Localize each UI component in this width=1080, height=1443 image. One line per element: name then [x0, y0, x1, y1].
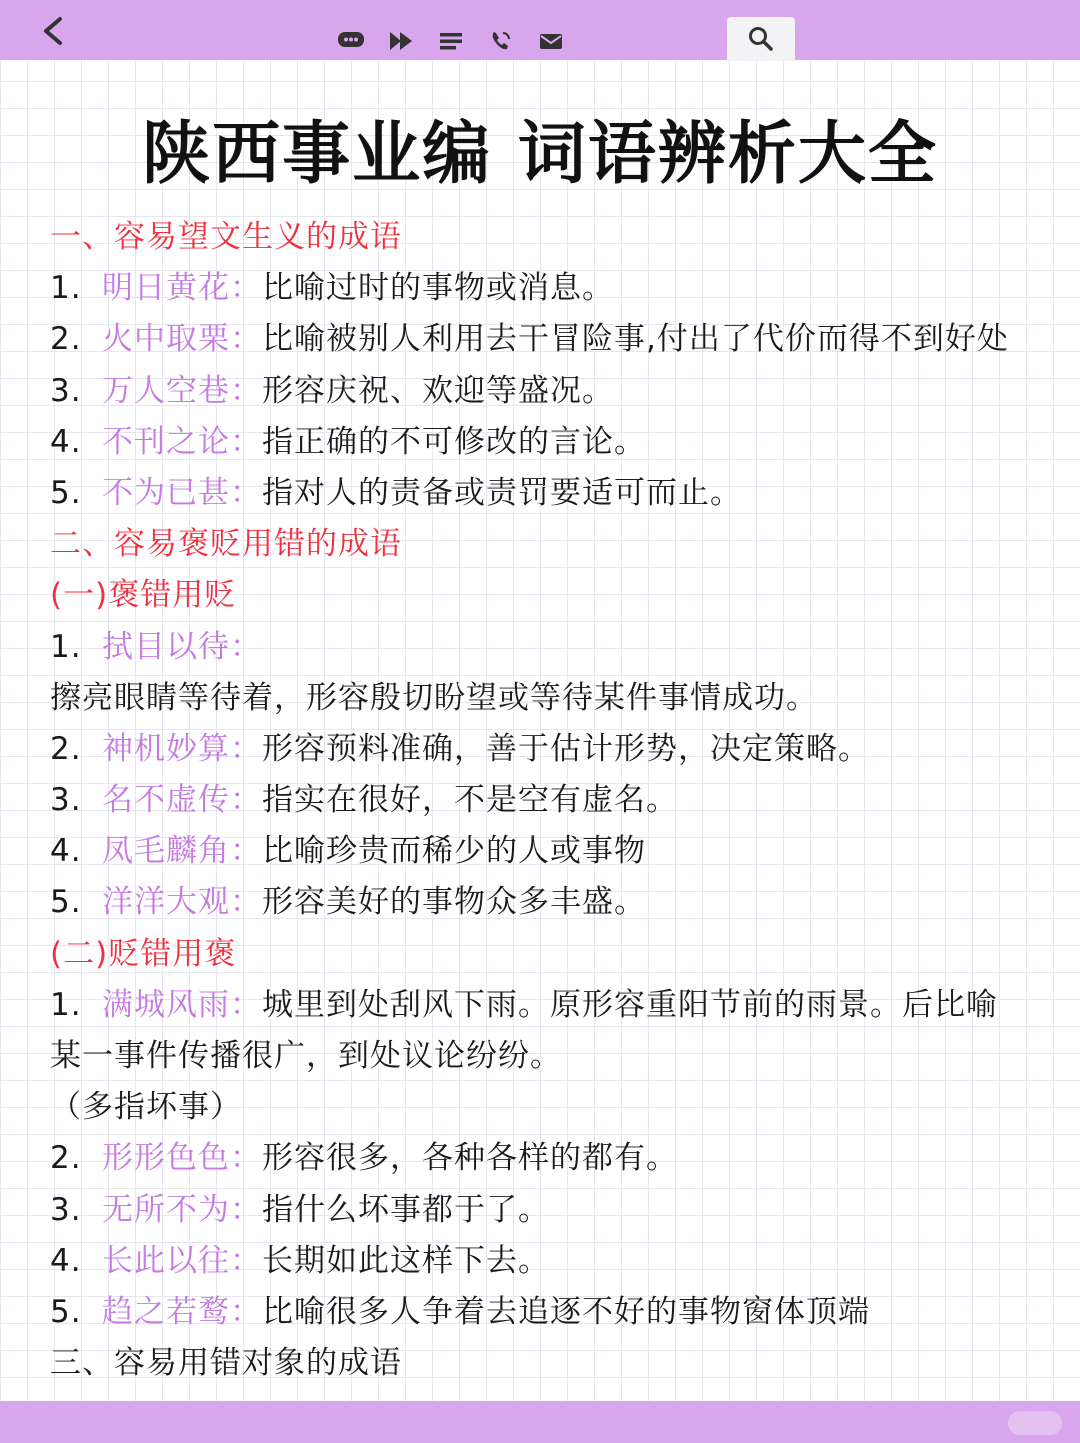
list-item: [50, 417, 1050, 468]
item-number: 4.: [50, 833, 82, 870]
list-item: [50, 1133, 1050, 1184]
phone-button[interactable]: [486, 27, 516, 55]
list-item: [50, 724, 1050, 775]
idiom-term: 洋洋大观：: [102, 884, 262, 921]
phone-icon: [489, 29, 513, 53]
list-item: [50, 263, 1050, 314]
idiom-term: 名不虚传：: [102, 782, 262, 819]
list-item: [50, 877, 1050, 928]
bottom-bar: [0, 1401, 1080, 1443]
item-number: 2.: [50, 730, 82, 767]
idiom-definition: 形容预料准确，善于估计形势，决定策略。: [262, 730, 870, 767]
item-number: 1.: [50, 986, 82, 1023]
chat-bubble-button[interactable]: [336, 27, 366, 55]
idiom-definition: 比喻过时的事物或消息。: [262, 270, 614, 307]
idiom-term: 明日黄花：: [102, 270, 262, 307]
section-heading: 一、容易望文生义的成语: [50, 219, 402, 255]
mail-icon: [538, 31, 564, 51]
search-icon: [747, 25, 775, 53]
content-body: [50, 212, 1050, 1389]
idiom-definition-note: （多指坏事）: [50, 1089, 242, 1126]
item-number: 5.: [50, 474, 82, 511]
top-toolbar: [0, 0, 1080, 60]
list-item: [50, 1287, 1050, 1338]
chat-bubble-icon: [337, 30, 365, 52]
idiom-definition: 形容庆祝、欢迎等盛况。: [262, 372, 614, 409]
list-button[interactable]: [436, 27, 466, 55]
section-heading: 三、容易用错对象的成语: [50, 1345, 402, 1382]
idiom-term: 拭目以待：: [102, 628, 262, 665]
idiom-term: 无所不为：: [102, 1191, 262, 1228]
search-button[interactable]: [727, 17, 795, 61]
idiom-definition: 长期如此这样下去。: [262, 1242, 550, 1279]
idiom-term: 神机妙算：: [102, 730, 262, 767]
list-item: [50, 826, 1050, 877]
mail-button[interactable]: [536, 27, 566, 55]
idiom-definition: 形容美好的事物众多丰盛。: [262, 884, 646, 921]
item-number: 4.: [50, 423, 82, 460]
item-number: 2.: [50, 1140, 82, 1177]
item-number: 1.: [50, 628, 82, 665]
idiom-term: 长此以往：: [102, 1242, 262, 1279]
item-number: 4.: [50, 1242, 82, 1279]
item-number: 1.: [50, 270, 82, 307]
idiom-term: 趋之若鹜：: [102, 1293, 262, 1330]
page-title: 陕西事业编 词语辨析大全: [142, 115, 938, 194]
list-item: [50, 314, 1050, 365]
idiom-term: 满城风雨：: [102, 986, 262, 1023]
idiom-definition: 城里到处刮风下雨。原形容重阳节前的雨景。后比喻: [262, 986, 998, 1023]
idiom-term: 万人空巷：: [102, 372, 262, 409]
item-number: 5.: [50, 1293, 82, 1330]
toolbar-icon-group: [336, 26, 566, 56]
list-item: [50, 366, 1050, 417]
subsection-heading: (一)褒错用贬: [50, 577, 237, 614]
back-arrow-icon: [40, 16, 66, 46]
section-heading: 二、容易褒贬用错的成语: [50, 526, 402, 563]
list-item: [50, 1185, 1050, 1236]
list-item: [50, 468, 1050, 519]
list-icon: [438, 30, 464, 52]
idiom-definition-continued: 某一事件传播很广，到处议论纷纷。: [50, 1038, 562, 1074]
item-number: 3.: [50, 1191, 82, 1228]
item-number: 2.: [50, 321, 82, 358]
forward-button[interactable]: [386, 27, 416, 55]
idiom-term: 凤毛麟角：: [102, 833, 262, 870]
idiom-definition: 比喻被别人利用去干冒险事,付出了代价而得不到好处: [262, 321, 1009, 358]
item-number: 3.: [50, 782, 82, 819]
list-item: [50, 1236, 1050, 1287]
idiom-definition: 形容很多，各种各样的都有。: [262, 1140, 678, 1177]
idiom-definition: 指正确的不可修改的言论。: [262, 423, 646, 460]
idiom-definition: 比喻很多人争着去追逐不好的事物窗体顶端: [262, 1293, 870, 1330]
idiom-term: 不刊之论：: [102, 423, 262, 460]
idiom-definition: 比喻珍贵而稀少的人或事物: [262, 833, 646, 870]
back-button[interactable]: [36, 14, 70, 48]
item-number: 3.: [50, 372, 82, 409]
list-item: [50, 622, 1050, 673]
idiom-term: 火中取栗：: [102, 321, 262, 358]
forward-icon: [388, 30, 414, 52]
idiom-term: 形形色色：: [102, 1140, 262, 1177]
subsection-heading: (二)贬错用褒: [50, 935, 237, 972]
list-item: [50, 775, 1050, 826]
idiom-term: 不为已甚：: [102, 474, 262, 511]
idiom-definition: 指对人的责备或责罚要适可而止。: [262, 474, 742, 511]
idiom-definition: 指什么坏事都于了。: [262, 1191, 550, 1228]
list-item: [50, 980, 1050, 1031]
idiom-definition-continued: 擦亮眼睛等待着，形容殷切盼望或等待某件事情成功。: [50, 679, 818, 716]
idiom-definition: 指实在很好，不是空有虚名。: [262, 782, 678, 819]
watermark-badge: [1008, 1411, 1062, 1435]
item-number: 5.: [50, 884, 82, 921]
